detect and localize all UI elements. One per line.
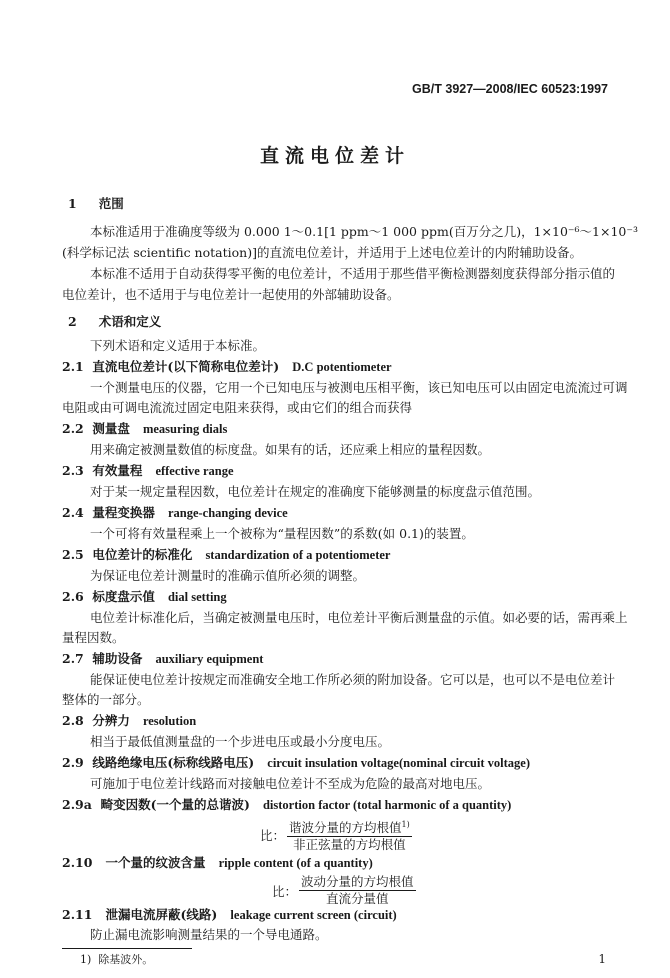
definition-line: 防止漏电流影响测量结果的一个导电通路。: [90, 927, 328, 942]
term-2-2: 2.2 测量盘 measuring dials: [62, 421, 228, 436]
section-number: 2: [68, 314, 77, 329]
definition-line: 用来确定被测量数值的标度盘。如果有的话，还应乘上相应的量程因数。: [90, 442, 491, 457]
definition-line: 整体的一部分。: [62, 692, 150, 707]
paragraph-line: 电位差计，也不适用于与电位差计一起使用的外部辅助设备。: [62, 287, 400, 302]
definition-line: 为保证电位差计测量时的准确示值所必须的调整。: [90, 568, 366, 583]
document-title: 直流电位差计: [259, 145, 410, 167]
term-2-9a: 2.9a 畸变因数(一个量的总谐波) distortion factor (total harmonic of a quantity): [62, 797, 512, 812]
section-2-heading: [68, 312, 161, 332]
definition-line: 可施加于电位差计线路而对接触电位差计不至成为危险的最高对地电压。: [90, 776, 491, 791]
term-2-6: 2.6 标度盘示值 dial setting: [62, 589, 227, 604]
footnote: 1) 除基波外。: [80, 953, 154, 966]
term-2-3: 2.3 有效量程 effective range: [62, 463, 234, 478]
term-2-11: 2.11 泄漏电流屏蔽(线路) leakage current screen (circuit): [62, 907, 397, 922]
term-2-8: 2.8 分辨力 resolution: [62, 713, 197, 728]
paragraph-line: 本标准适用于准确度等级为 0.000 1～0.1[1 ppm～1 000 ppm(百万分之几)，1×10⁻⁶～1×10⁻³: [90, 224, 638, 239]
section-number: 1: [68, 196, 77, 211]
formula-denominator: 非正弦量的方均根值: [293, 837, 406, 853]
footnote-ref: 1): [401, 820, 410, 829]
definition-line: 电阻或由可调电流流过固定电阻来获得，或由它们的组合而获得: [62, 400, 413, 415]
section-title: 范围: [98, 196, 124, 211]
definition-line: 相当于最低值测量盘的一个步进电压或最小分度电压。: [90, 734, 391, 749]
standard-code: GB/T 3927—2008/IEC 60523:1997: [412, 82, 608, 96]
definition-line: 一个可将有效量程乘上一个被称为“量程因数”的系数(如 0.1)的装置。: [90, 526, 474, 541]
definition-line: 电位差计标准化后，当确定被测量电压时，电位差计平衡后测量盘的示值。如必要的话，需再乘上: [90, 610, 628, 625]
formula-numerator: 波动分量的方均根值: [301, 874, 414, 889]
section-1-heading: [68, 194, 124, 214]
definition-line: 对于某一规定量程因数，电位差计在规定的准确度下能够测量的标度盘示值范围。: [90, 484, 541, 499]
section-title: 术语和定义: [98, 314, 162, 329]
distortion-factor-formula: 比： $\frac{谐波分量的方均根值^{1)}}{\text{非正弦量的方均根值}}$: [260, 817, 412, 853]
formula-numerator: 谐波分量的方均根值: [289, 820, 402, 836]
page-number: 1: [598, 952, 606, 966]
term-2-1: 2.1 直流电位差计(以下简称电位差计) D.C potentiometer: [62, 359, 392, 374]
term-2-7: 2.7 辅助设备 auxiliary equipment: [62, 651, 264, 666]
paragraph-line: (科学标记法 scientific notation)]的直流电位差计，并适用于上述电位差计的内附辅助设备。: [62, 245, 582, 260]
ripple-content-formula: 比： $\frac{\text{波动分量的方均根值}}{\text{直流分量值}}$: [272, 874, 414, 906]
paragraph-line: 本标准不适用于自动获得零平衡的电位差计，不适用于那些借平衡检测器刻度获得部分指示值的: [90, 266, 616, 281]
definition-line: 一个测量电压的仪器，它用一个已知电压与被测电压相平衡，该已知电压可以由固定电流流过可调: [90, 380, 628, 395]
term-2-10: 2.10 一个量的纹波含量 ripple content (of a quantity): [62, 855, 373, 870]
footnote-separator: [62, 948, 192, 949]
definition-line: 量程因数。: [62, 630, 125, 645]
definition-line: 能保证使电位差计按规定而准确安全地工作所必须的附加设备。它可以是，也可以不是电位差计: [90, 672, 616, 687]
paragraph-line: 下列术语和定义适用于本标准。: [90, 338, 266, 353]
term-2-9: 2.9 线路绝缘电压(标称线路电压) circuit insulation voltage(nominal circuit voltage): [62, 755, 530, 770]
term-2-5: 2.5 电位差计的标准化 standardization of a potentiometer: [62, 547, 391, 562]
formula-denominator: 直流分量值: [326, 891, 389, 906]
term-2-4: 2.4 量程变换器 range-changing device: [62, 505, 288, 520]
